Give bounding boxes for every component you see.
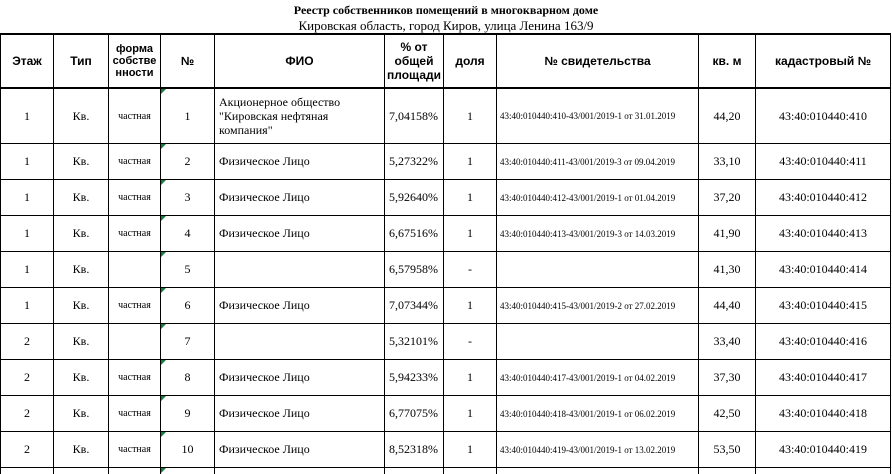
cell-num[interactable]: 7: [161, 324, 215, 360]
cell-percent[interactable]: 8,52318%: [385, 432, 444, 468]
cell-area[interactable]: 41,30: [699, 252, 756, 288]
cell-form[interactable]: [109, 324, 161, 360]
table-row: [1, 432, 891, 468]
table-row: [1, 324, 891, 360]
cell-percent[interactable]: 5,92640%: [385, 180, 444, 216]
cell-area[interactable]: 37,30: [699, 360, 756, 396]
cell-fio[interactable]: Физическое Лицо: [215, 396, 385, 432]
cell-area[interactable]: 41,90: [699, 216, 756, 252]
cell-percent[interactable]: 5,94233%: [385, 360, 444, 396]
cell-num[interactable]: 9: [161, 396, 215, 432]
cell-num[interactable]: 1: [161, 88, 215, 144]
cell-fio[interactable]: [215, 324, 385, 360]
cell-percent[interactable]: [385, 468, 444, 474]
cell-cert[interactable]: 43:40:010440:419-43/001/2019-1 от 13.02.2019: [497, 432, 699, 468]
cell-area[interactable]: 42,50: [699, 396, 756, 432]
cell-fio[interactable]: Физическое Лицо: [215, 360, 385, 396]
cell-cadastral[interactable]: 43:40:010440:411: [756, 144, 891, 180]
table-row-partial: [1, 468, 891, 474]
cell-fio[interactable]: Физическое Лицо: [215, 432, 385, 468]
cell-share[interactable]: -: [444, 252, 497, 288]
cell-share[interactable]: 1: [444, 360, 497, 396]
cell-form[interactable]: частная: [109, 432, 161, 468]
cell-cert[interactable]: 43:40:010440:413-43/001/2019-3 от 14.03.2019: [497, 216, 699, 252]
cell-share[interactable]: 1: [444, 288, 497, 324]
cell-cert[interactable]: [497, 252, 699, 288]
cell-fio[interactable]: Акционерное общество "Кировская нефтяная компания": [215, 88, 385, 144]
cell-cadastral[interactable]: 43:40:010440:414: [756, 252, 891, 288]
table-row: [1, 252, 891, 288]
table-row: [1, 144, 891, 180]
cell-fio[interactable]: Физическое Лицо: [215, 144, 385, 180]
cell-cert[interactable]: [497, 324, 699, 360]
document-subtitle: Кировская область, город Киров, улица Ленина 163/9: [0, 18, 892, 34]
cell-cert[interactable]: 43:40:010440:418-43/001/2019-1 от 06.02.2019: [497, 396, 699, 432]
cell-type[interactable]: [54, 468, 109, 474]
table-row: [1, 180, 891, 216]
cell-share[interactable]: 1: [444, 432, 497, 468]
cell-floor[interactable]: [1, 468, 54, 474]
header-percent[interactable]: % от общей площади: [385, 34, 444, 88]
cell-cert[interactable]: 43:40:010440:412-43/001/2019-1 от 01.04.2019: [497, 180, 699, 216]
cell-form[interactable]: частная: [109, 360, 161, 396]
cell-percent[interactable]: 5,32101%: [385, 324, 444, 360]
cell-floor[interactable]: 1: [1, 88, 54, 144]
header-cadastral[interactable]: кадастровый №: [756, 34, 891, 88]
cell-type[interactable]: Кв.: [54, 360, 109, 396]
cell-num[interactable]: 4: [161, 216, 215, 252]
cell-floor[interactable]: 2: [1, 360, 54, 396]
table-row: [1, 288, 891, 324]
cell-type[interactable]: Кв.: [54, 144, 109, 180]
cell-cadastral[interactable]: 43:40:010440:417: [756, 360, 891, 396]
cell-num[interactable]: 6: [161, 288, 215, 324]
cell-percent[interactable]: 7,04158%: [385, 88, 444, 144]
cell-form[interactable]: частная: [109, 396, 161, 432]
cell-floor[interactable]: 1: [1, 216, 54, 252]
cell-fio[interactable]: Физическое Лицо: [215, 216, 385, 252]
cell-share[interactable]: -: [444, 324, 497, 360]
header-area[interactable]: кв. м: [699, 34, 756, 88]
cell-cert[interactable]: 43:40:010440:417-43/001/2019-1 от 04.02.2019: [497, 360, 699, 396]
cell-percent[interactable]: 6,77075%: [385, 396, 444, 432]
cell-share[interactable]: 1: [444, 396, 497, 432]
cell-type[interactable]: Кв.: [54, 432, 109, 468]
cell-type[interactable]: Кв.: [54, 216, 109, 252]
cell-share[interactable]: 1: [444, 144, 497, 180]
cell-num[interactable]: 10: [161, 432, 215, 468]
table-row: [1, 216, 891, 252]
document-title: Реестр собственников помещений в многокварном доме: [0, 2, 892, 18]
cell-fio[interactable]: [215, 252, 385, 288]
cell-floor[interactable]: 2: [1, 324, 54, 360]
cell-cert[interactable]: 43:40:010440:411-43/001/2019-3 от 09.04.2019: [497, 144, 699, 180]
header-fio[interactable]: ФИО: [215, 34, 385, 88]
cell-type[interactable]: Кв.: [54, 324, 109, 360]
cell-share[interactable]: 1: [444, 180, 497, 216]
table-row: [1, 360, 891, 396]
cell-cert[interactable]: [497, 468, 699, 474]
cell-area[interactable]: 37,20: [699, 180, 756, 216]
cell-fio[interactable]: Физическое Лицо: [215, 180, 385, 216]
cell-cadastral[interactable]: 43:40:010440:416: [756, 324, 891, 360]
cell-num[interactable]: 3: [161, 180, 215, 216]
cell-form[interactable]: [109, 252, 161, 288]
cell-form[interactable]: частная: [109, 88, 161, 144]
cell-area[interactable]: 44,20: [699, 88, 756, 144]
cell-percent[interactable]: 7,07344%: [385, 288, 444, 324]
header-type[interactable]: Тип: [54, 34, 109, 88]
cell-num[interactable]: 2: [161, 144, 215, 180]
cell-type[interactable]: Кв.: [54, 288, 109, 324]
cell-cadastral[interactable]: 43:40:010440:418: [756, 396, 891, 432]
cell-share[interactable]: [444, 468, 497, 474]
cell-share[interactable]: 1: [444, 216, 497, 252]
cell-num[interactable]: 8: [161, 360, 215, 396]
table-body: [1, 88, 891, 474]
cell-floor[interactable]: 2: [1, 432, 54, 468]
table-row: [1, 396, 891, 432]
cell-form[interactable]: частная: [109, 144, 161, 180]
cell-floor[interactable]: 2: [1, 396, 54, 432]
header-num[interactable]: №: [161, 34, 215, 88]
cell-fio[interactable]: Физическое Лицо: [215, 288, 385, 324]
cell-cadastral[interactable]: 43:40:010440:415: [756, 288, 891, 324]
cell-form[interactable]: частная: [109, 180, 161, 216]
cell-cert[interactable]: 43:40:010440:415-43/001/2019-2 от 27.02.2019: [497, 288, 699, 324]
cell-type[interactable]: Кв.: [54, 180, 109, 216]
cell-floor[interactable]: 1: [1, 252, 54, 288]
header-share[interactable]: доля: [444, 34, 497, 88]
cell-area[interactable]: 44,40: [699, 288, 756, 324]
cell-cert[interactable]: 43:40:010440:410-43/001/2019-1 от 31.01.2019: [497, 88, 699, 144]
cell-percent[interactable]: 6,67516%: [385, 216, 444, 252]
cell-percent[interactable]: 5,27322%: [385, 144, 444, 180]
cell-type[interactable]: Кв.: [54, 88, 109, 144]
cell-floor[interactable]: 1: [1, 180, 54, 216]
header-form[interactable]: форма собстве нности: [109, 34, 161, 88]
cell-num[interactable]: 5: [161, 252, 215, 288]
cell-cadastral[interactable]: 43:40:010440:419: [756, 432, 891, 468]
cell-floor[interactable]: 1: [1, 288, 54, 324]
cell-form[interactable]: частная: [109, 216, 161, 252]
cell-cadastral[interactable]: 43:40:010440:413: [756, 216, 891, 252]
cell-fio[interactable]: [215, 468, 385, 474]
header-floor[interactable]: Этаж: [1, 34, 54, 88]
cell-cadastral[interactable]: 43:40:010440:410: [756, 88, 891, 144]
header-cert[interactable]: № свидетельства: [497, 34, 699, 88]
cell-form[interactable]: [109, 468, 161, 474]
cell-area[interactable]: [699, 468, 756, 474]
cell-floor[interactable]: 1: [1, 144, 54, 180]
cell-area[interactable]: 53,50: [699, 432, 756, 468]
owners-table: [0, 33, 891, 474]
cell-share[interactable]: 1: [444, 88, 497, 144]
table-row: [1, 88, 891, 144]
cell-cadastral[interactable]: [756, 468, 891, 474]
cell-type[interactable]: Кв.: [54, 252, 109, 288]
cell-percent[interactable]: 6,57958%: [385, 252, 444, 288]
cell-area[interactable]: 33,10: [699, 144, 756, 180]
cell-cadastral[interactable]: 43:40:010440:412: [756, 180, 891, 216]
cell-form[interactable]: частная: [109, 288, 161, 324]
cell-num[interactable]: [161, 468, 215, 474]
cell-type[interactable]: Кв.: [54, 396, 109, 432]
cell-area[interactable]: 33,40: [699, 324, 756, 360]
header-row: [1, 34, 891, 88]
